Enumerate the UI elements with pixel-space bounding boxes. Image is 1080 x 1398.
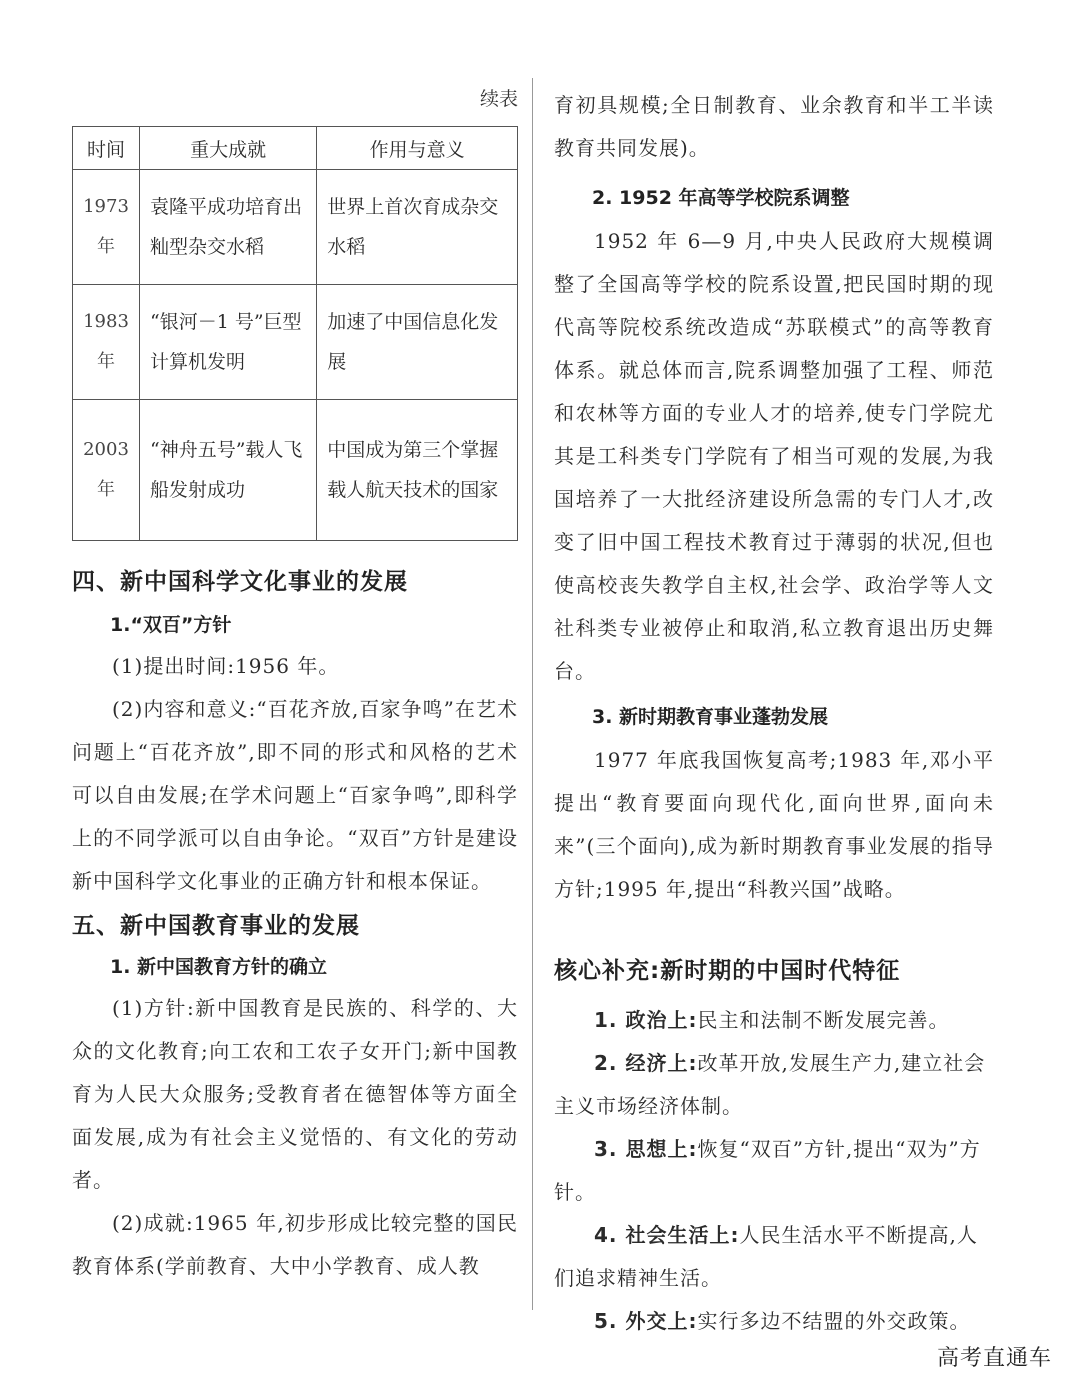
row-significance: 中国成为第三个掌握载人航天技术的国家 <box>317 400 518 541</box>
header-time: 时间 <box>73 127 140 170</box>
achievements-table <box>72 126 518 541</box>
column-divider <box>532 78 533 1310</box>
supplement-item <box>554 1042 994 1128</box>
row-time: 1983 年 <box>73 285 140 400</box>
section5-para1: (1)方针:新中国教育是民族的、科学的、大众的文化教育;向工农和工农子女开门;新中国教育为人民大众服务;受教育者在德智体等方面全面发展,成为有社会主义觉悟的、有文化的劳动者。 <box>72 996 518 1192</box>
header-significance: 作用与意义 <box>317 127 518 170</box>
left-column <box>72 84 518 1288</box>
section5-para2-start: (2)成就:1965 年,初步形成比较完整的国民教育体系(学前教育、大中小学教育、成人教 <box>72 1211 518 1278</box>
section4-para1: (1)提出时间:1956 年。 <box>112 654 340 678</box>
supplement-item-label: 1. 政治上: <box>594 1008 698 1032</box>
supplement-item-label: 4. 社会生活上: <box>594 1223 740 1247</box>
supplement-list <box>554 999 994 1343</box>
table-continued-label: 续表 <box>479 88 518 110</box>
section5-title: 五、新中国教育事业的发展 <box>72 913 360 939</box>
supplement-item-text: 实行多边不结盟的外交政策。 <box>697 1309 971 1333</box>
table-row <box>73 285 518 400</box>
supplement-item-text: 人民生活水平不断提高,人们追求精神生活。 <box>554 1223 978 1290</box>
supplement-item <box>554 1128 994 1214</box>
supplement-item <box>554 999 994 1042</box>
supplement-item-label: 2. 经济上: <box>594 1051 698 1075</box>
watermark-text: 高考直通车 <box>936 1346 1052 1371</box>
table-header-row <box>73 127 518 170</box>
supplement-item-text: 改革开放,发展生产力,建立社会主义市场经济体制。 <box>554 1051 986 1118</box>
row-significance: 加速了中国信息化发展 <box>317 285 518 400</box>
supplement-item <box>554 1214 994 1300</box>
supplement-item <box>554 1300 994 1343</box>
table-row <box>73 170 518 285</box>
row-achievement: “银河－1 号”巨型计算机发明 <box>140 285 317 400</box>
section5-sub3-para: 1977 年底我国恢复高考;1983 年,邓小平提出“教育要面向现代化,面向世界,面向未来”(三个面向),成为新时期教育事业发展的指导方针;1995 年,提出“科教兴国”战略。 <box>554 748 994 901</box>
section4-title: 四、新中国科学文化事业的发展 <box>72 569 408 595</box>
supplement-title: 核心补充:新时期的中国时代特征 <box>554 958 901 984</box>
section5-sub2-title: 2. 1952 年高等学校院系调整 <box>592 187 850 209</box>
section5-sub1-title: 1. 新中国教育方针的确立 <box>110 956 328 978</box>
section5-sub3-title: 3. 新时期教育事业蓬勃发展 <box>592 706 829 728</box>
header-achievement: 重大成就 <box>140 127 317 170</box>
supplement-item-label: 5. 外交上: <box>594 1309 698 1333</box>
supplement-item-text: 恢复“双百”方针,提出“双为”方针。 <box>554 1137 981 1204</box>
section4-para2: (2)内容和意义:“百花齐放,百家争鸣”在艺术问题上“百花齐放”,即不同的形式和风格的艺术可以自由发展;在学术问题上“百家争鸣”,即科学上的不同学派可以自由争论。“双百”方针是建设新中国科学文化事业的正确方针和根本保证。 <box>72 697 518 893</box>
row-time: 1973 年 <box>73 170 140 285</box>
section5-para2-continued: 育初具规模;全日制教育、业余教育和半工半读教育共同发展)。 <box>554 93 994 160</box>
row-time: 2003 年 <box>73 400 140 541</box>
row-achievement: “神舟五号”载人飞船发射成功 <box>140 400 317 541</box>
table-row <box>73 400 518 541</box>
supplement-item-label: 3. 思想上: <box>594 1137 698 1161</box>
section5-sub2-para: 1952 年 6—9 月,中央人民政府大规模调整了全国高等学校的院系设置,把民国时期的现代高等院校系统改造成“苏联模式”的高等教育体系。就总体而言,院系调整加强了工程、师范和农林等方面的专业人才的培养,使专门学院尤其是工科类专门学院有了相当可观的发展,为我国培养了一大批经济建设所急需的专门人才,改变了旧中国工程技术教育过于薄弱的状况,但也使高校丧失教学自主权,社会学、政治学等人文社科类专业被停止和取消,私立教育退出历史舞台。 <box>554 229 994 683</box>
row-achievement: 袁隆平成功培育出籼型杂交水稻 <box>140 170 317 285</box>
section4-sub1-title: 1.“双百”方针 <box>110 614 232 636</box>
supplement-item-text: 民主和法制不断发展完善。 <box>697 1008 950 1032</box>
right-column <box>554 84 994 1343</box>
row-significance: 世界上首次育成杂交水稻 <box>317 170 518 285</box>
